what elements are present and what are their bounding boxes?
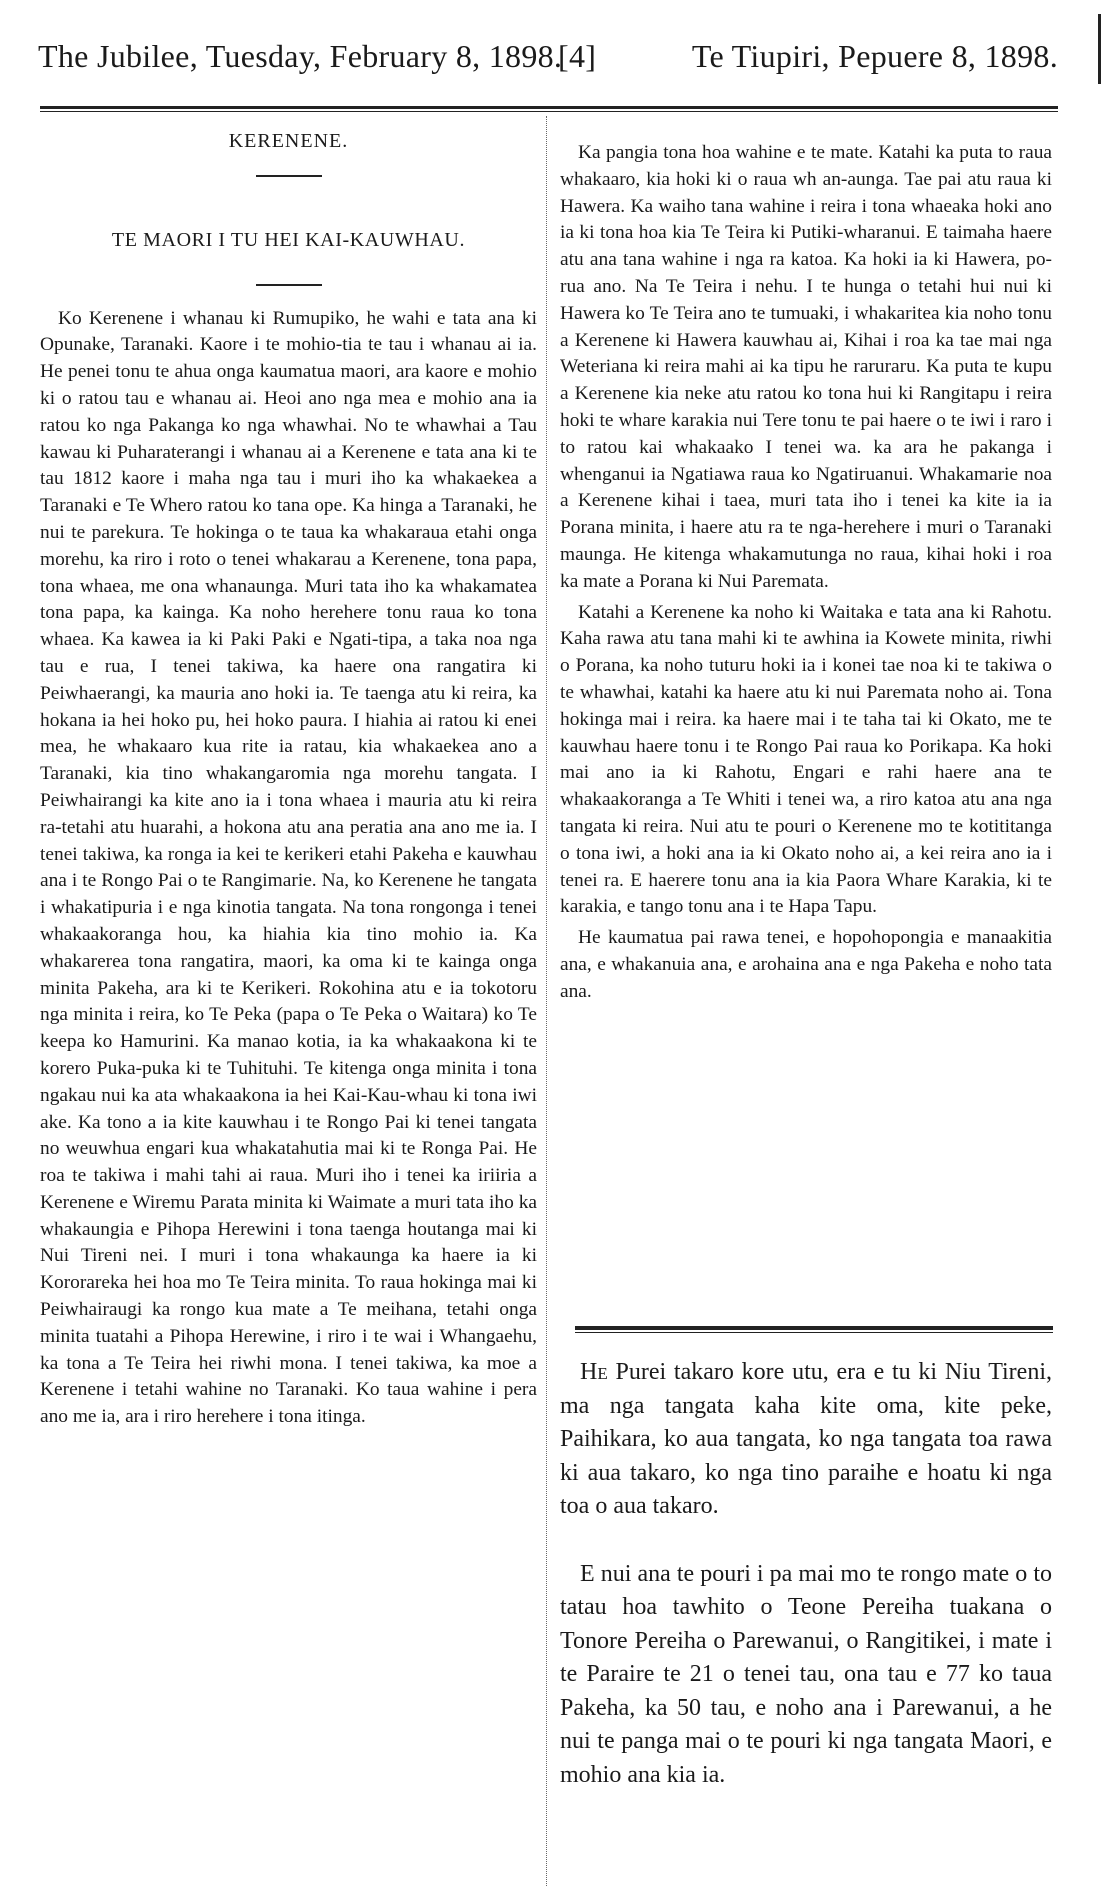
page-edge-rule [1098,14,1101,84]
header-english-date: The Jubilee, Tuesday, February 8, 1898. [38,38,563,74]
header-maori-date: Te Tiupiri, Pepuere 8, 1898. [691,38,1058,74]
article-column-left [40,118,537,1431]
header-rule [40,106,1058,112]
section-rule [575,1326,1053,1333]
page-header [38,38,1058,88]
notice-lead: He [580,1359,608,1385]
article-paragraph: Ko Kerenene i whanau ki Rumupiko, he wahi e tata ana ki Opunake, Taranaki. Kaore i te mohio-tia te tau i whanau ai ia. He penei tonu te ahua onga kaumatua maori, ara kaore e mohio ki o ratou tau e whanau ai. Heoi ano nga mea e mohio ana ia ratou ko nga Pakanga ko nga whawhai. No te whawhai a Tau kawau ki Puharaterangi i whanau ai a Kerenene e tata ana ki te tau 1812 kaore i maha nga tau i muri iho ka whakaekea a Taranaki e Te Whero ratou ko tana ope. Ka hinga a Taranaki, he nui te parekura. Te hokinga o te taua ka whakaraua etahi onga morehu, ka riro i roto o tenei whakarau a Kerenene, tona papa, tona whaea, me ona whanaunga. Muri tata iho ka whakamatea tona papa, ka kainga. Ka noho herehere tonu raua ko tona whaea. Ka kawea ia ki Paki Paki e Ngati-tipa, a taka noa nga tau e rua, I tenei takiwa, ka haere ona rangatira ki Peiwhaerangi, ka mauria ano hoki ia. Te taenga atu ki reira, ka hokana ia hei hoko pu, hei hoko paura. I hiahia ai ratou ki enei mea, he whakaaro kua rite ia ratau, kia whakaekea ano a Taranaki, kia tino whakangaromia nga morehu tangata. I Peiwhairangi ka kite ano ia i tona whaea i mauria atu ki reira ra-tetahi atu huarahi, a hokona atu ana peratia ana ano me ia. I tenei takiwa, ka ronga ia kei te kerikeri etahi Pakeha e kauwhau ana i te Rongo Pai o te Rangimarie. Na, ko Kerenene he tangata i whakatipuria i e nga kinotia tangata. Na tona rongonga i tenei whakaakoranga hou, ka hiahia kia tino mohio ia. Ka whakarerea tona rangatira, maori, ka oma ki te kainga onga minita Pakeha, ara ki te Kerikeri. Rokohina atu e ia tokotoru nga minita i reira, ko Te Peka (papa o Te Peka o Waitara) ko Te keepa ko Hamurini. Ka manao kotia, ia ka whakaakona ki te korero Puka-puka ki te Tuhituhi. Te kitenga onga minita i tona ngakau nui ka ata whakaakona ia hei Kai-Kau-whau ki tona iwi ake. Ka tono a ia kite kauwhau i te Rongo Pai ki tenei tangata no weuwhua engari kua whakatahutia mai ki te Ronga Pai. He roa te takiwa i mahi tahi ai raua. Muri iho i tenei ka iriiria a Kerenene e Wiremu Parata minita ki Waimate a muri tata iho ka whakaungia e Pihopa Herewini i tona taenga houtanga mai ki Nui Tireni nei. I muri i tona whakaunga ka haere ia ki Kororareka hei hoa mo Te Teira minita. To raua hokinga mai ki Peiwhairaugi ka rongo kua mate a Te meihana, tetahi onga minita tuatahi a Pihopa Herewine, i riro i te wai i Whangaehu, ka tona a Te Teira hei riwhi mona. I tenei takiwa, ka moe a Kerenene i tetahi wahine no Taranaki. Ko taua wahine i pera ano me ia, ara i riro herehere i tona itinga. [40,307,537,1428]
article-paragraph: Katahi a Kerenene ka noho ki Waitaka e tata ana ki Rahotu. Kaha rawa atu tana mahi ki te awhina ia Kowete minita, riwhi o Porana, ka noho tuturu hoki ia i konei tae noa ki te takiwa o te whawhai, katahi ka haere atu ki nui Paremata noho ai. Tona hokinga mai i reira. ka haere mai i te taha tai ki Okato, me te kauwhau haere tonu i te Rongo Pai raua ko Porikapa. Ka hoki mai ano ia ki Rahotu, Engari e rahi haere ana te whakaakoranga a Te Whiti i tenei wa, a riro katoa atu ana nga tangata ki reira. Nui atu te pouri o Kerenene mo te kotititanga o tona iwi, a hoki ana ia ki Okato noho ai, a kei reira ano ia i tenei ra. E haerere tonu ana ia kia Paora Whare Karakia, ki te karakia, e tango tonu ana i te Hapa Tapu. [560,601,1052,918]
notice-obituary [560,1558,1052,1793]
notice-text: Purei takaro kore utu, era e tu ki Niu Tireni, ma nga tangata kaha kite oma, kite peke, Paihikara, ko aua tangata, ko nga tangata toa rawa ki aua takaro, ko nga tino paraihe e hoatu ki nga toa o aua takaro. [560,1359,1052,1519]
notice-lead: E [580,1560,595,1587]
article-paragraph: He kaumatua pai rawa tenei, e hopohopongia e manaakitia ana, e whakanuia ana, e arohaina ana e nga Pakeha e noho tata ana. [560,927,1052,1002]
article-column-right [560,140,1052,1006]
notice-text: nui ana te pouri i pa mai mo te rongo mate o to tatau hoa tawhito o Teone Pereiha tuakana o Tonore Pereiha o Parewanui, o Rangitikei, i mate i te Paraire te 21 o tenei tau, ona tau e 77 ko taua Pakeha, ka 50 tau, e noho ana i Parewanui, a he nui te panga mai o te pouri ki nga tangata Maori, e mohio ana kia ia. [560,1560,1052,1788]
article-title: KERENENE. [228,130,349,152]
page-number: [4] [558,38,597,74]
article-subtitle: TE MAORI I TU HEI KAI-KAUWHAU. [111,228,466,251]
notice-sports [560,1356,1052,1524]
notices-column [560,1356,1052,1792]
title-rule [256,175,322,177]
subtitle-rule [256,284,322,286]
column-divider [546,116,547,1886]
article-paragraph: Ka pangia tona hoa wahine e te mate. Katahi ka puta to raua whakaaro, kia hoki ki o raua wh an-aunga. Tae pai atu raua ki Hawera. Ka waiho tana wahine i reira i tona whaeaka hoki ano ia ki tona hoa kia Te Teira ki Putiki-wharanui. E taimaha haere atu ana tana wahine i nga ra katoa. Ka hoki ia ki Hawera, po-rua ano. Na Te Teira i nehu. I te hunga o tetahi hui nui ki Hawera ko Te Teira ano te tumuaki, i whakaritea kia noho tonu a Kerenene ki Hawera kauwhau ai, Kihai i roa ka tae mai nga Weteriana ki reira mahi ai ka tipu he raruraru. Ka puta te kupu a Kerenene kia neke atu ratou ko tona hui ki Rangitapu i reira hoki te whare karakia nui Tere tonu te pai haere o te iwi i raro i to ratou kai whakaako I tenei wa. ka ara he pakanga i whenganui ia Ngatiawa raua ko Ngatiruanui. Whakamarie noa a Kerenene kihai i taea, muri tata iho i tenei ka kite ia ia Porana minita, i haere atu ra te nga-herehere i muri o Taranaki maunga. He kitenga whakamutunga no raua, kihai hoki i roa ka mate a Porana ki Nui Paremata. [560,142,1052,592]
